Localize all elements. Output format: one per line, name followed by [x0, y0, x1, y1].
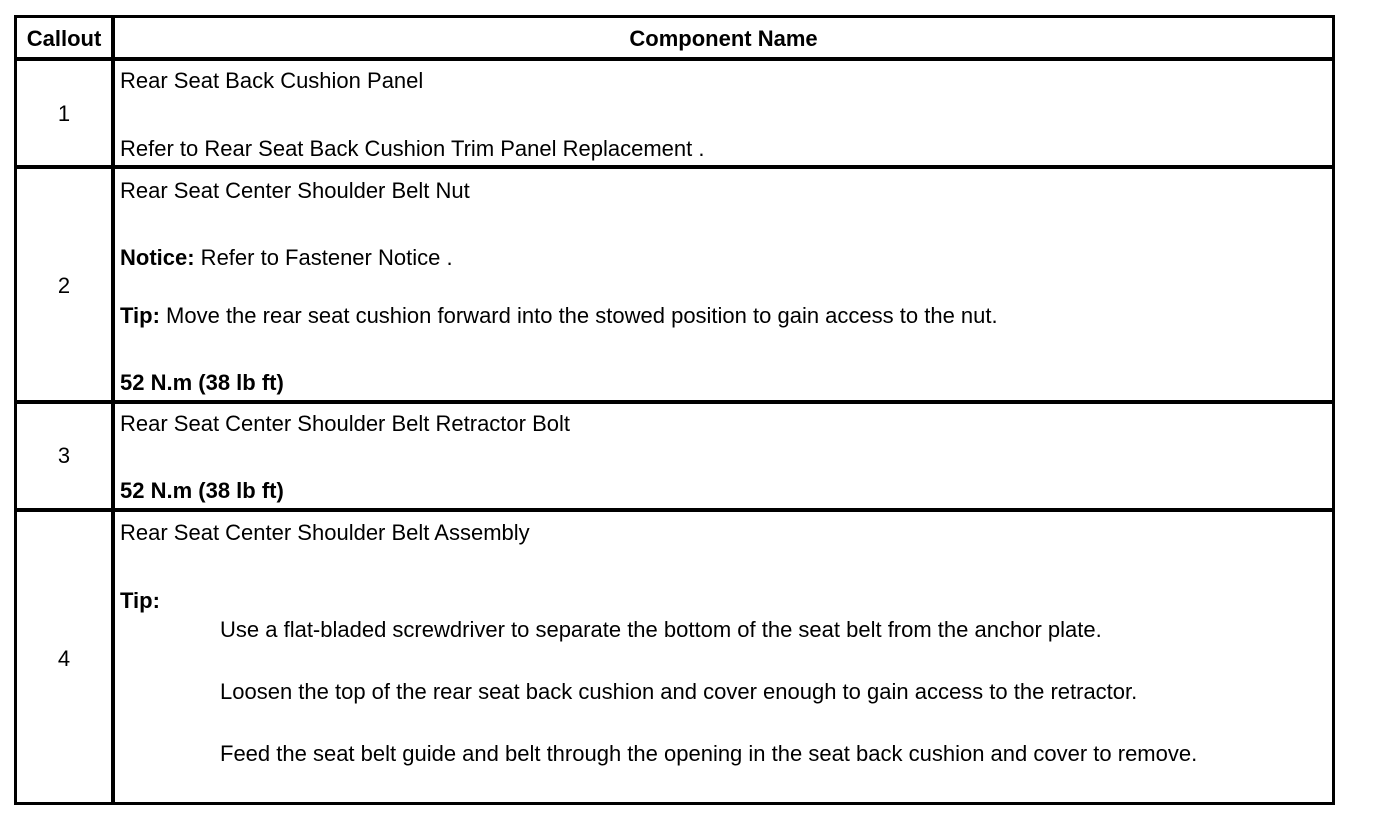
- callout-3: 3: [57, 443, 71, 468]
- tip-text: Move the rear seat cushion forward into the stowed position to gain access to the nut.: [159, 303, 998, 328]
- row-divider: [17, 400, 1332, 404]
- tip-label: Tip:: [120, 303, 160, 328]
- component-name-3: Rear Seat Center Shoulder Belt Retractor Bolt: [120, 411, 571, 436]
- callout-2: 2: [57, 273, 71, 298]
- tip-2: [120, 303, 998, 329]
- row-divider: [17, 508, 1332, 512]
- tip-step: Use a flat-bladed screwdriver to separate the bottom of the seat belt from the anchor plate.: [220, 617, 1102, 642]
- tip-step: Feed the seat belt guide and belt through the opening in the seat back cushion and cover to remove.: [220, 741, 1198, 766]
- header-component-name: Component Name: [629, 26, 818, 51]
- torque-spec-2: 52 N.m (38 lb ft): [120, 370, 284, 395]
- notice-2: [120, 245, 453, 271]
- components-table: [14, 15, 1335, 805]
- component-name-4: Rear Seat Center Shoulder Belt Assembly: [120, 520, 530, 545]
- torque-spec-3: 52 N.m (38 lb ft): [120, 478, 284, 503]
- row-divider: [17, 165, 1332, 169]
- notice-text[interactable]: Refer to Fastener Notice .: [194, 245, 453, 270]
- notice-label: Notice:: [120, 245, 195, 270]
- callout-4: 4: [57, 645, 71, 671]
- tip-step: Loosen the top of the rear seat back cushion and cover enough to gain access to the retractor.: [220, 679, 1138, 704]
- tip-label-4: Tip:: [120, 588, 160, 613]
- callout-1: 1: [57, 101, 71, 126]
- row-divider: [17, 57, 1332, 61]
- component-name-2: Rear Seat Center Shoulder Belt Nut: [120, 178, 470, 203]
- header-callout: Callout: [26, 26, 102, 51]
- reference-link-1[interactable]: Refer to Rear Seat Back Cushion Trim Panel Replacement .: [120, 136, 705, 161]
- column-divider: [111, 18, 115, 802]
- component-name-1: Rear Seat Back Cushion Panel: [120, 68, 424, 93]
